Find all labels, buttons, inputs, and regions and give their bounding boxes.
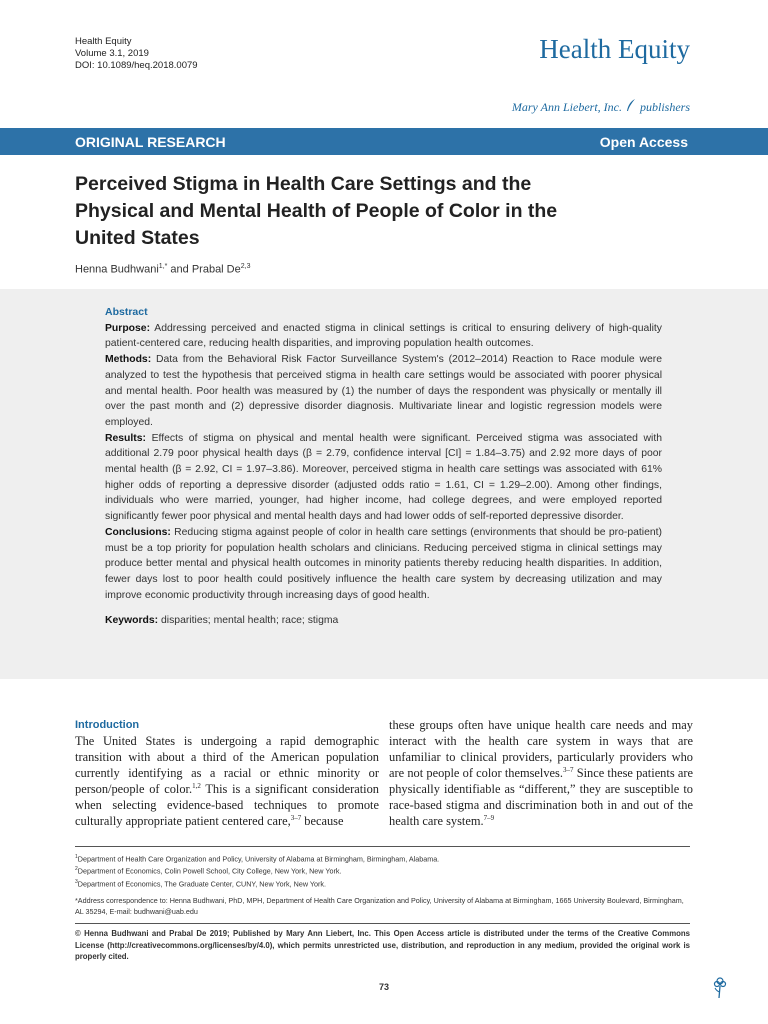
affiliation-3 [75, 877, 690, 889]
quill-pen-icon [625, 98, 637, 116]
open-access-label: Open Access [599, 134, 688, 150]
results-text: Effects of stigma on physical and mental health were significant. Perceived stigma was associated with additional 2.79 poor physical health days (β = 2.79, confidence interval [CI] = 1.84–3.75) and 2.92 more days of poor mental health (β = 2.92, CI = 1.97–3.86). Moreover, perceived stigma in health care settings was associated with 61% higher odds of reporting a depressive disorder (adjusted odds ratio = 1.61, CI = 1.29–2.00). Among other findings, individuals who were married, younger, had higher income, had college degrees, and were employed reported significantly fewer poor physical and mental health days and had lower odds of self-reported depressive disorder. [105, 432, 662, 523]
license-text: © Henna Budhwani and Prabal De 2019; Published by Mary Ann Liebert, Inc. This Open Access article is distributed under the terms of the Creative Commons License (http://creativecommons.org/licenses/by/4.0), which permits unrestricted use, distribution, and reproduction in any medium, provided the original work is properly cited. [75, 929, 690, 961]
publisher-suffix: publishers [639, 99, 690, 114]
abstract-methods [105, 352, 662, 431]
affiliation-2 [75, 864, 690, 876]
journal-doi: DOI: 10.1089/heq.2018.0079 [75, 60, 198, 71]
flower-logo-icon [712, 976, 728, 1005]
purpose-text: Addressing perceived and enacted stigma in clinical settings is critical to ensuring delivery of high-quality patient-centered care, reducing health disparities, and improving population health outcomes. [105, 322, 662, 350]
article-title: Perceived Stigma in Health Care Settings and the Physical and Mental Health of People of Color in the United States [75, 173, 558, 249]
keywords-label: Keywords: [105, 615, 159, 627]
footnote-divider [75, 846, 690, 847]
intro-heading: Introduction [75, 719, 140, 731]
intro-text-1a: The United States is undergoing a rapid demographic transition with about a third of the American population currently identifying as a racial or ethnic minority or person/people of color. [75, 734, 379, 796]
methods-label: Methods: [105, 354, 152, 366]
affiliation-text: Department of Health Care Organization and Policy, University of Alabama at Birmingham, Birmingham, Alabama. [77, 854, 440, 864]
affiliation-1 [75, 852, 690, 864]
abstract-purpose [105, 321, 662, 352]
affiliation-marker: 1 [75, 854, 78, 860]
abstract-conclusions [105, 525, 662, 604]
author-list [75, 263, 250, 276]
license-divider [75, 923, 690, 924]
author-conjunction: and [167, 263, 192, 276]
journal-meta [75, 36, 198, 72]
journal-name: Health Equity [75, 36, 132, 47]
keywords-text: disparities; mental health; race; stigma [158, 615, 339, 627]
affiliation-text: Department of Economics, Colin Powell School, City College, New York, New York. [77, 866, 342, 876]
affiliation-marker: 3 [75, 878, 78, 885]
purpose-label: Purpose: [105, 322, 151, 334]
publisher-logo [512, 98, 690, 116]
intro-text-2a: these groups often have unique health care needs and may interact with the health care system in ways that are unfamiliar to clinical providers, particularly providers who are not people of color themselves. [389, 718, 693, 780]
author-2: Prabal De [191, 263, 241, 276]
intro-column-left [75, 717, 379, 829]
publisher-name: Mary Ann Liebert, Inc. [511, 99, 622, 114]
journal-volume: Volume 3.1, 2019 [75, 48, 149, 59]
results-label: Results: [105, 432, 146, 444]
conclusions-label: Conclusions: [105, 526, 171, 538]
author-1-affiliation: 1,* [158, 263, 168, 270]
citation: 1,2 [192, 781, 201, 790]
correspondence: *Address correspondence to: Henna Budhwani, PhD, MPH, Department of Health Care Organization and Policy, University of Alabama at Birmingham, 1665 University Boulevard, Birmingham, AL 35294, E-mail: budhwani@uab.edu [75, 896, 684, 916]
citation: 7–9 [483, 813, 495, 822]
author-1: Henna Budhwani [75, 263, 159, 276]
citation: 3–7 [290, 813, 302, 822]
section-label: ORIGINAL RESEARCH [75, 134, 226, 150]
affiliations [75, 852, 690, 889]
abstract [105, 305, 662, 629]
intro-column-right [389, 717, 693, 829]
intro-text-2b: Since these patients are physically identifiable as “different,” they are susceptible to race-based stigma and discrimination both in and out of the health care system. [389, 766, 693, 828]
abstract-results [105, 431, 662, 525]
section-banner [0, 128, 768, 155]
intro-text-1c: because [301, 814, 344, 828]
citation: 3–7 [562, 765, 574, 774]
abstract-heading: Abstract [105, 306, 148, 318]
abstract-keywords [105, 613, 662, 629]
author-2-affiliation: 2,3 [240, 263, 251, 270]
page-number: 73 [378, 982, 389, 992]
intro-text-1b: This is a significant consideration when selecting evidence-based techniques to promote culturally appropriate patient centered care, [75, 782, 379, 828]
journal-brand: Health Equity [539, 34, 690, 64]
conclusions-text: Reducing stigma against people of color in health care settings (environments that should be pro-patient) must be a top priority for population health scholars and clinicians. Reducing perceived stigma in clinical settings may produce better mental and physical health outcomes in minority patients thereby reducing health disparities. In addition, fewer days lost to poor health could positively influence the health care system by decreasing utilization and may improve economic productivity through increasing days of good health. [105, 526, 662, 601]
affiliation-marker: 2 [75, 866, 78, 873]
affiliation-text: Department of Economics, The Graduate Center, CUNY, New York, New York. [77, 879, 327, 889]
methods-text: Data from the Behavioral Risk Factor Surveillance System's (2012–2014) Reaction to Race module were analyzed to test the hypothesis that perceived stigma in health care settings would be associated with poorer physical and mental health. Poor health was measured by (1) the number of days the respondent was physically or mentally ill over the past month and (2) depressive disorder diagnosis. Multivariate linear and logistic regression models were employed. [105, 354, 662, 428]
